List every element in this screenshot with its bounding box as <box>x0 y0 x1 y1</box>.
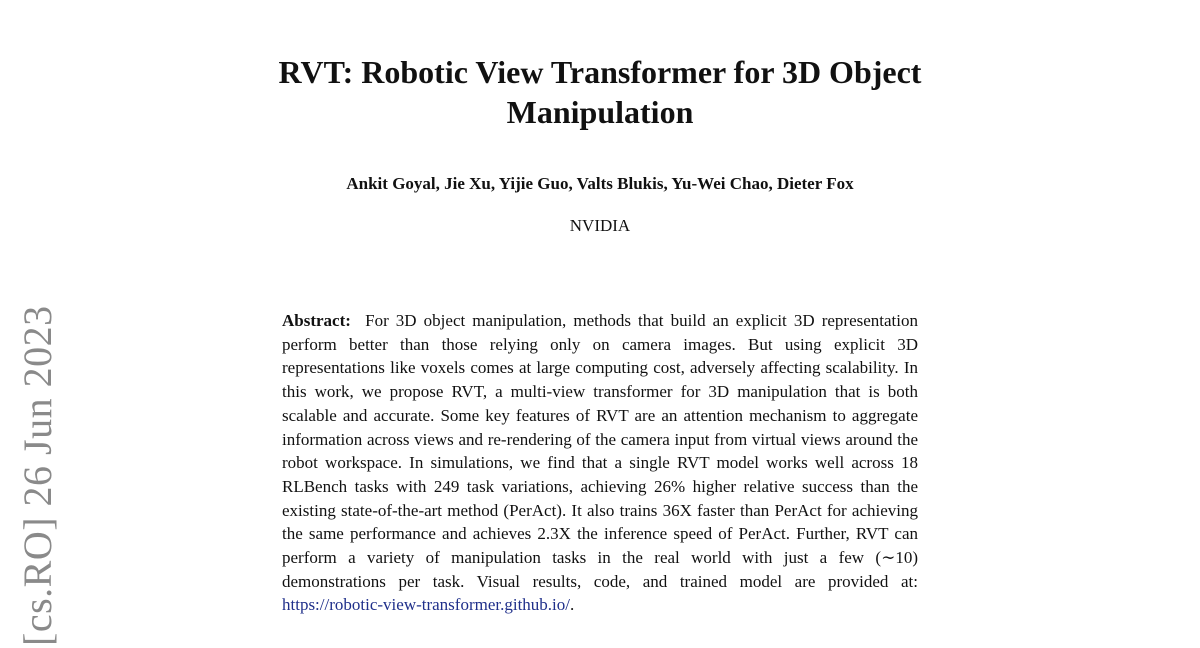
paper-authors: Ankit Goyal, Jie Xu, Yijie Guo, Valts Blukis, Yu-Wei Chao, Dieter Fox <box>346 174 854 193</box>
paper-affiliation: NVIDIA <box>569 216 631 235</box>
abstract-text: For 3D object manipulation, methods that build an explicit 3D representation perform better than those relying only on camera images. But using explicit 3D representations like voxels comes at large computing cost, adversely affecting scalability. In this work, we propose RVT, a multi-view transformer for 3D manipulation that is both scalable and accurate. Some key features of RVT are an attention mechanism to aggregate information across views and re-rendering of the camera input from virtual views around the robot workspace. In simulations, we find that a single RVT model works well across 18 RLBench tasks with 249 task variations, achieving 26% higher relative success than the existing state-of-the-art method (PerAct). It also trains 36X faster than PerAct for achieving the same performance and achieves 2.3X the inference speed of PerAct. Further, RVT can perform a variety of manipulation tasks in the real world with just a few (∼10) demonstrations per task. Visual results, code, and trained model are provided at: <box>282 311 919 591</box>
abstract-label: Abstract: <box>282 311 351 330</box>
project-link[interactable]: https://robotic-view-transformer.github.io/ <box>282 595 571 615</box>
abstract-trailing-period: . <box>570 595 575 615</box>
paper-title: RVT: Robotic View Transformer for 3D Object Manipulation <box>278 54 922 130</box>
abstract-paragraph <box>282 309 918 617</box>
arxiv-sidebar-stamp: [cs.RO] 26 Jun 2023 <box>15 305 60 646</box>
